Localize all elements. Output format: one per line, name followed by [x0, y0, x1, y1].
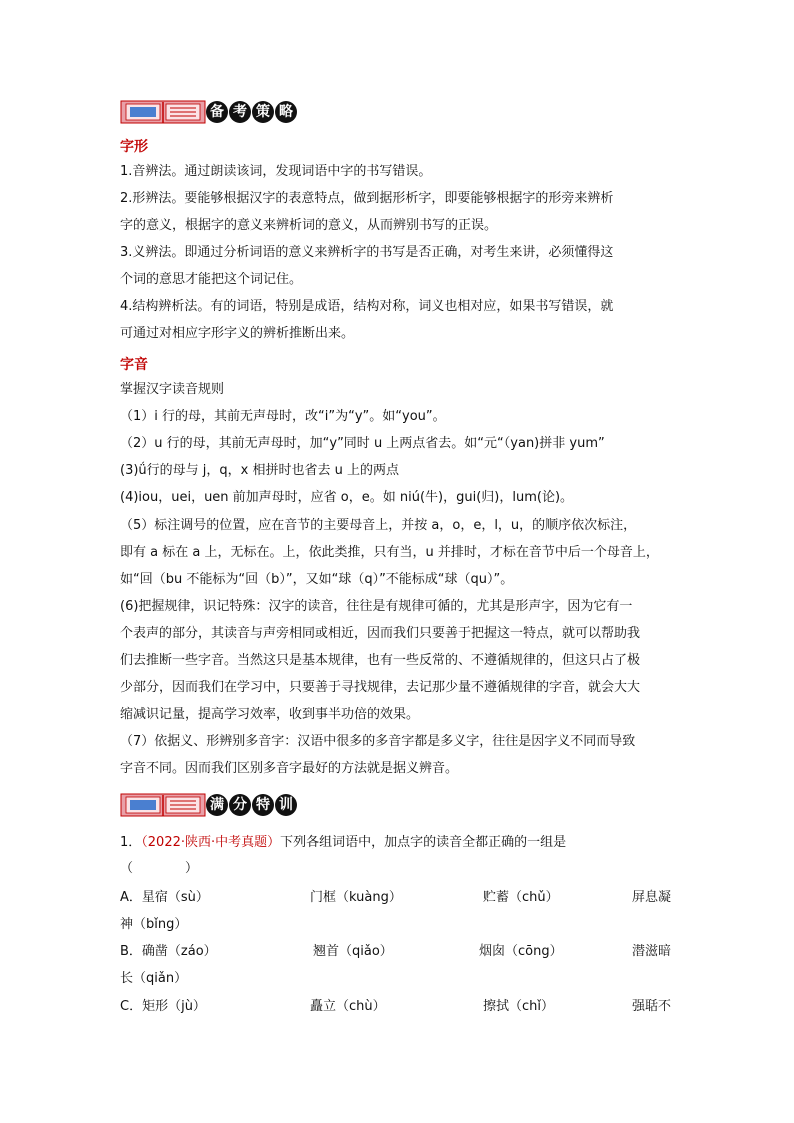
banner-char: 略: [275, 101, 297, 123]
question-text: 下列各组词语中，加点字的读音全都正确的一组是: [280, 835, 567, 850]
paragraph-line: （2）u 行的母，其前无声母时，加“y”同时 u 上两点省去。如“元“（yan)拼非 yum”: [120, 436, 605, 451]
training-banner-title: [206, 790, 297, 816]
paragraph-line: 1.音辨法。通过朗读该词，发现词语中字的书写错误。: [120, 164, 432, 179]
paragraph-line: （7）依据义、形辨别多音字：汉语中很多的多音字都是多义字，往往是因字义不同而导致: [120, 734, 636, 749]
option-a-item-4: 屏息凝: [632, 890, 672, 905]
training-banner: [120, 790, 305, 820]
option-c-item-1: C．矩形（jù）: [120, 999, 206, 1014]
paragraph-line: (4)iou，uei，uen 前加声母时，应省 o，e。如 niú(牛)，gui(归)，lum(论)。: [120, 490, 574, 505]
option-c-item-4: 强聒不: [632, 999, 672, 1014]
section-heading-ziyin: 字音: [120, 357, 148, 373]
banner-char: 分: [229, 794, 251, 816]
option-b-item-2: 翘首（qiǎo）: [313, 944, 393, 959]
banner-char: 策: [252, 101, 274, 123]
book-icon: [120, 792, 206, 818]
option-a-item-2: 门框（kuàng）: [310, 890, 402, 905]
paragraph-line: 个表声的部分，其读音与声旁相同或相近，因而我们只要善于把握这一特点，就可以帮助我: [120, 626, 641, 641]
banner-char: 考: [229, 101, 251, 123]
paragraph-line: 个词的意思才能把这个词记住。: [120, 272, 303, 287]
option-b-item-1: B．确凿（záo）: [120, 944, 217, 959]
paragraph-line: 即有 a 标在 a 上，无标在。上，依此类推，只有当，u 并排时，才标在音节中后一个母音上，: [120, 545, 659, 560]
paragraph-line: 缩减识记量，提高学习效率，收到事半功倍的效果。: [120, 707, 420, 722]
paragraph-line: （5）标注调号的位置，应在音节的主要母音上，并按 a，o，e，l，u，的顺序依次标注，: [120, 518, 637, 533]
paragraph-line: 2.形辨法。要能够根据汉字的表意特点，做到据形析字，即要能够根据字的形旁来辨析: [120, 191, 614, 206]
option-b-continued: 长（qiǎn）: [120, 971, 188, 986]
option-b-item-4: 潜滋暗: [632, 944, 672, 959]
paragraph-line: 掌握汉字读音规则: [120, 382, 225, 397]
option-a-item-3: 贮蓄（chǔ）: [483, 890, 559, 905]
strategy-banner: [120, 97, 305, 127]
paragraph-line: 3.义辨法。即通过分析词语的意义来辨析字的书写是否正确，对考生来讲，必须懂得这: [120, 245, 614, 260]
paragraph-line: 4.结构辨析法。有的词语，特别是成语，结构对称，词义也相对应，如果书写错误，就: [120, 299, 614, 314]
answer-blank: （ ）: [120, 861, 199, 876]
book-icon: [120, 99, 206, 125]
option-a-item-1: A．星宿（sù）: [120, 890, 209, 905]
option-c-item-3: 擦拭（chǐ）: [483, 999, 554, 1014]
paragraph-line: 少部分，因而我们在学习中，只要善于寻找规律，去记那少量不遵循规律的字音，就会大大: [120, 680, 641, 695]
banner-char: 备: [206, 101, 228, 123]
banner-char: 满: [206, 794, 228, 816]
banner-char: 训: [275, 794, 297, 816]
question-source: （2022·陕西·中考真题）: [141, 835, 281, 850]
paragraph-line: 字的意义，根据字的意义来辨析词的意义，从而辨别书写的正误。: [120, 218, 498, 233]
paragraph-line: 字音不同。因而我们区别多音字最好的方法就是据义辨音。: [120, 761, 459, 776]
paragraph-line: （1）i 行的母，其前无声母时，改“i”为“y”。如“you”。: [120, 409, 446, 424]
strategy-banner-title: [206, 97, 297, 123]
option-b-item-3: 烟囱（cōng）: [479, 944, 563, 959]
section-heading-zixing: 字形: [120, 139, 148, 155]
paragraph-line: (3)ǘ行的母与 j，q，x 相拼时也省去 u 上的两点: [120, 463, 399, 478]
question-stem: [120, 834, 566, 852]
banner-char: 特: [252, 794, 274, 816]
question-number: 1．: [120, 835, 142, 850]
paragraph-line: 们去推断一些字音。当然这只是基本规律，也有一些反常的、不遵循规律的，但这只占了极: [120, 653, 641, 668]
option-a-continued: 神（bǐng）: [120, 917, 188, 932]
paragraph-line: 可通过对相应字形字义的辨析推断出来。: [120, 326, 355, 341]
paragraph-line: 如“回（bu 不能标为“回（b）”，又如“球（q）”不能标成“球（qu）”。: [120, 572, 514, 587]
paragraph-line: (6)把握规律，识记特殊：汉字的读音，往往是有规律可循的，尤其是形声字，因为它有一: [120, 599, 633, 614]
option-c-item-2: 矗立（chù）: [310, 999, 386, 1014]
